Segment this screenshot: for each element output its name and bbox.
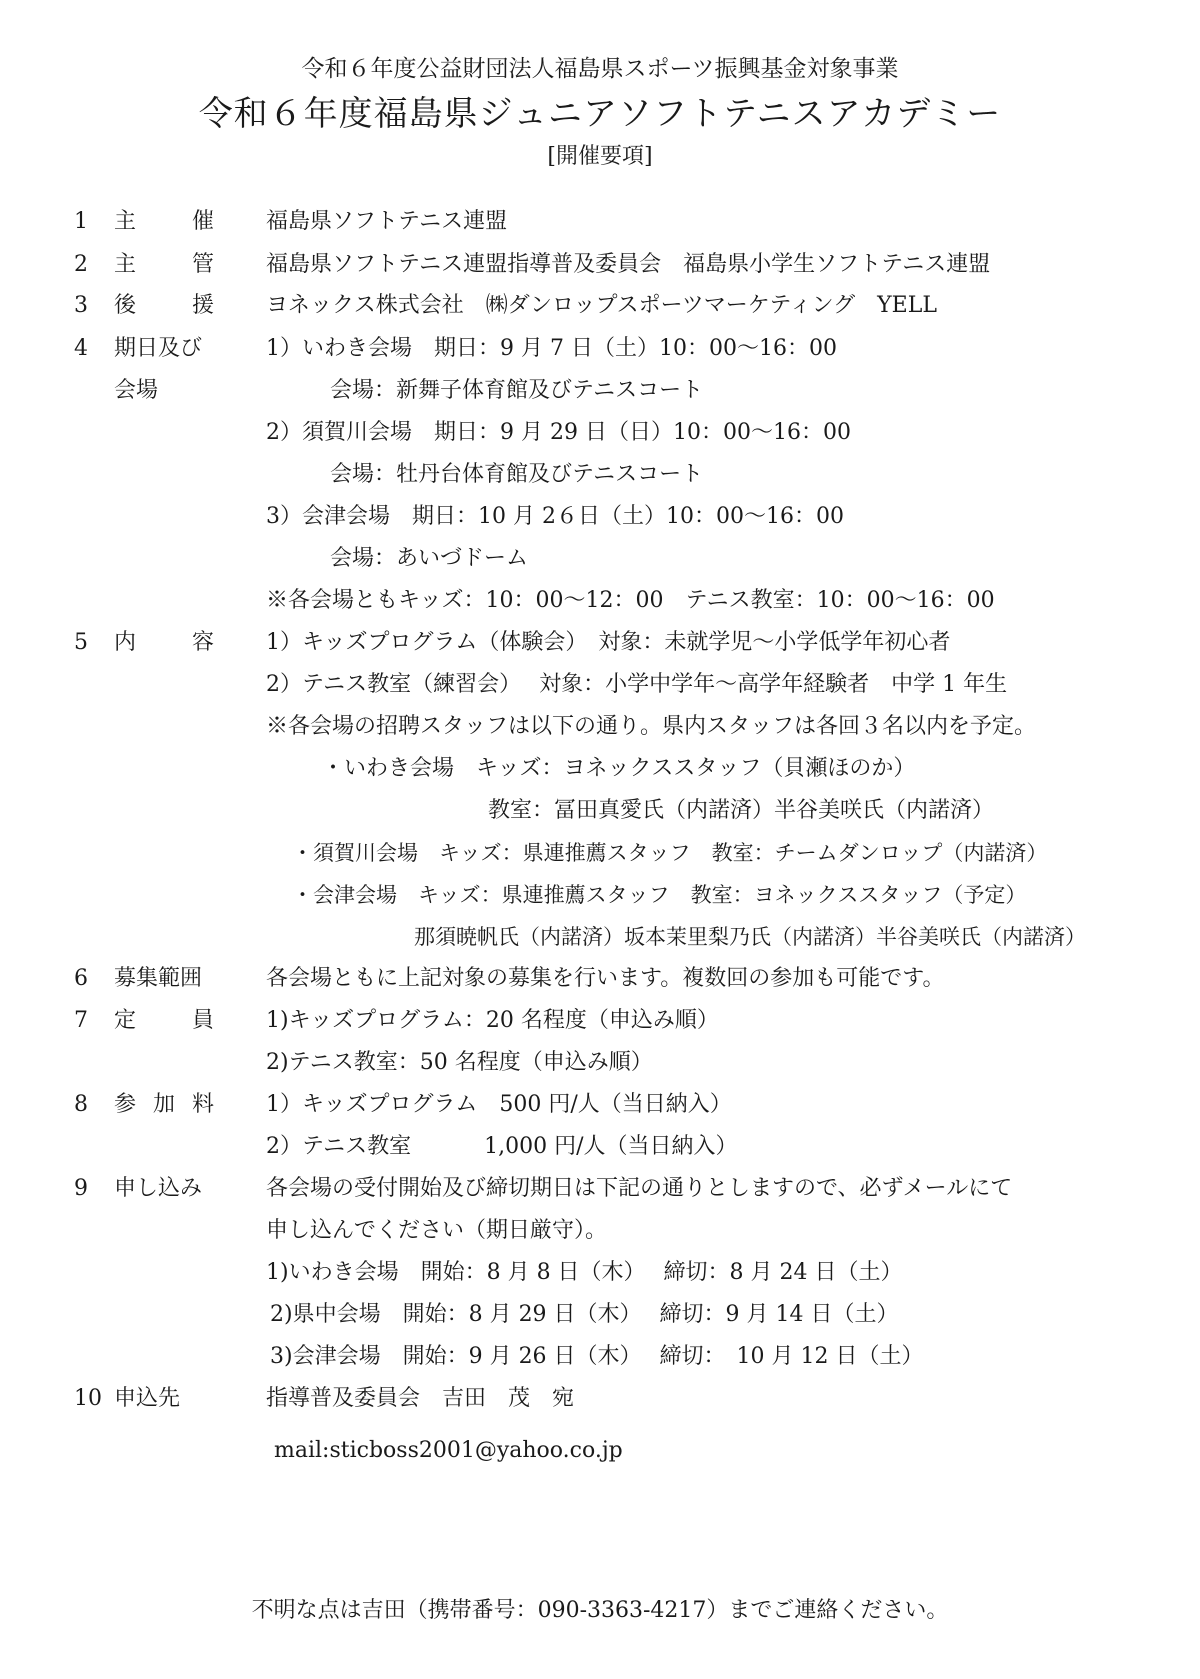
section-5-label <box>114 628 214 658</box>
section-9-number: 9 <box>74 1176 88 1201</box>
section-10-label: 申込先 <box>114 1386 181 1411</box>
section-10-number: 10 <box>74 1386 102 1411</box>
apply-instruction-2: 申し込んでください（期日厳守）。 <box>266 1218 608 1243</box>
venue-iwaki-date: 1）いわき会場 期日：9 月 7 日（土）10：00〜16：00 <box>266 336 837 361</box>
label-char: 加 <box>152 1092 175 1117</box>
staff-aizu-names: 那須暁帆氏（内諾済）坂本茉里梨乃氏（内諾済）半谷美咲氏（内諾済） <box>414 925 1086 949</box>
capacity-class: 2)テニス教室：50 名程度（申込み順） <box>266 1050 653 1075</box>
section-4-label-2: 会場 <box>114 378 159 403</box>
label-char: 定 <box>114 1008 137 1033</box>
venue-aizu-date: 3）会津会場 期日：10 月 2６日（土）10：00〜16：00 <box>266 504 844 529</box>
content-kids: 1）キッズプログラム（体験会） 対象：未就学児〜小学低学年初心者 <box>266 630 951 655</box>
section-8-number: 8 <box>74 1092 88 1117</box>
label-char: 参 <box>114 1092 137 1117</box>
fee-class: 2）テニス教室 1,000 円/人（当日納入） <box>266 1134 738 1159</box>
apply-instruction-1: 各会場の受付開始及び締切期日は下記の通りとしますので、必ずメールにて <box>266 1176 1013 1201</box>
section-9-label: 申し込み <box>114 1176 203 1201</box>
label-char: 管 <box>191 252 214 277</box>
section-7-number: 7 <box>74 1008 88 1033</box>
content-class: 2）テニス教室（練習会） 対象：小学中学年〜高学年経験者 中学 1 年生 <box>266 672 1008 697</box>
venue-sukagawa-place: 会場：牡丹台体育館及びテニスコート <box>330 462 704 487</box>
section-2-label <box>114 250 214 280</box>
section-4-label: 期日及び <box>114 336 203 361</box>
document-subtitle: [開催要項] <box>547 144 653 169</box>
label-char: 主 <box>114 252 137 277</box>
section-6-text: 各会場ともに上記対象の募集を行います。複数回の参加も可能です。 <box>266 966 945 991</box>
section-1-text: 福島県ソフトテニス連盟 <box>266 209 508 234</box>
apply-iwaki: 1)いわき会場 開始：8 月 8 日（木） 締切：8 月 24 日（土） <box>266 1260 903 1285</box>
label-char: 援 <box>191 293 214 318</box>
section-3-number: 3 <box>74 293 88 318</box>
section-3-label <box>114 291 214 321</box>
contact-email: mail:sticboss2001@yahoo.co.jp <box>274 1438 623 1463</box>
venue-time-note: ※各会場ともキッズ：10：00〜12：00 テニス教室：10：00〜16：00 <box>266 588 995 613</box>
label-char: 後 <box>114 293 137 318</box>
venue-aizu-place: 会場：あいづドーム <box>330 546 529 571</box>
section-1-label <box>114 207 214 237</box>
label-char: 料 <box>191 1092 214 1117</box>
venue-iwaki-place: 会場：新舞子体育館及びテニスコート <box>330 378 704 403</box>
footer-note: 不明な点は吉田（携帯番号：090-3363-4217）までご連絡ください。 <box>251 1598 949 1623</box>
label-char: 員 <box>191 1008 214 1033</box>
section-3-text: ヨネックス株式会社 ㈱ダンロップスポーツマーケティング YELL <box>266 293 937 318</box>
section-8-label <box>114 1090 214 1120</box>
section-2-number: 2 <box>74 252 88 277</box>
staff-iwaki-class: 教室：冨田真愛氏（内諾済）半谷美咲氏（内諾済） <box>488 798 995 823</box>
sponsor-line: 令和６年度公益財団法人福島県スポーツ振興基金対象事業 <box>301 56 899 82</box>
fee-kids: 1）キッズプログラム 500 円/人（当日納入） <box>266 1092 732 1117</box>
capacity-kids: 1)キッズプログラム：20 名程度（申込み順） <box>266 1008 719 1033</box>
label-char: 容 <box>191 630 214 655</box>
contact-name: 指導普及委員会 吉田 茂 宛 <box>266 1386 575 1411</box>
staff-iwaki-kids: ・いわき会場 キッズ：ヨネックススタッフ（貝瀬ほのか） <box>322 756 916 781</box>
venue-sukagawa-date: 2）須賀川会場 期日：9 月 29 日（日）10：00〜16：00 <box>266 420 851 445</box>
label-char: 催 <box>191 209 214 234</box>
section-6-label: 募集範囲 <box>114 966 203 991</box>
staff-sukagawa: ・須賀川会場 キッズ：県連推薦スタッフ 教室：チームダンロップ（内諾済） <box>292 841 1048 865</box>
section-6-number: 6 <box>74 966 88 991</box>
document-title: 令和６年度福島県ジュニアソフトテニスアカデミー <box>198 94 1002 134</box>
apply-aizu: 3)会津会場 開始：9 月 26 日（木） 締切： 10 月 12 日（土） <box>270 1344 924 1369</box>
section-7-label <box>114 1006 214 1036</box>
apply-kenchu: 2)県中会場 開始：8 月 29 日（木） 締切：9 月 14 日（土） <box>270 1302 899 1327</box>
label-char: 主 <box>114 209 137 234</box>
section-1-number: 1 <box>74 209 88 234</box>
label-char: 内 <box>114 630 137 655</box>
section-4-number: 4 <box>74 336 88 361</box>
section-5-number: 5 <box>74 630 88 655</box>
staff-aizu: ・会津会場 キッズ：県連推薦スタッフ 教室：ヨネックススタッフ（予定） <box>292 883 1027 907</box>
staff-note: ※各会場の招聘スタッフは以下の通り。県内スタッフは各回３名以内を予定。 <box>266 714 1037 739</box>
section-2-text: 福島県ソフトテニス連盟指導普及委員会 福島県小学生ソフトテニス連盟 <box>266 252 991 277</box>
